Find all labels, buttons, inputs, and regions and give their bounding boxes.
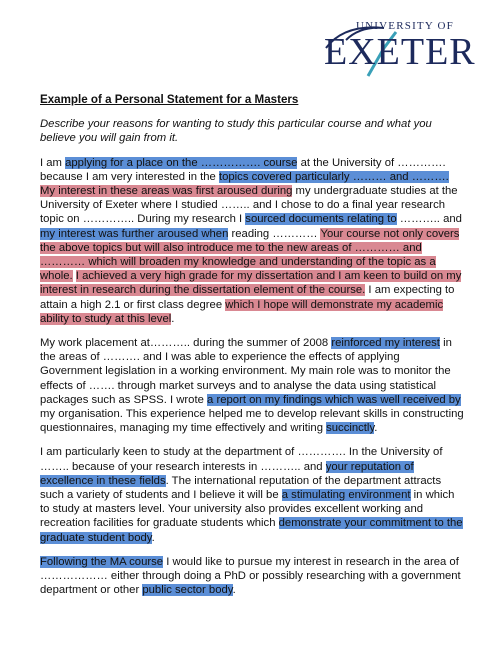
- highlight-pink: which I hope will demonstrate my academic ability to study at this level: [40, 298, 444, 325]
- text-segment: I would like to pursue my interest in research in the area of ……………… either through doing a PhD or possibly researching with a government department or other: [40, 555, 461, 597]
- text-segment: my organisation. This experience helped me to develop relevant skills in constructing questionnaires, managing my time effectively and writing: [40, 408, 464, 435]
- document-body: [40, 93, 464, 608]
- text-segment: I am: [40, 156, 66, 169]
- text-segment: in which to study at masters level. Your university also provides excellent working and recreation facilities for graduate students which: [40, 489, 455, 530]
- highlight-pink: I achieved a very high grade for my dissertation and I am keen to build on my interest in research during the dissertation element of the course.: [40, 270, 462, 297]
- highlight-blue: a report on my findings which was well received by: [207, 393, 461, 406]
- text-segment: .: [232, 584, 236, 597]
- highlight-blue: my interest was further aroused when: [40, 227, 229, 240]
- highlight-blue: applying for a place on the ……………. course: [65, 156, 298, 169]
- paragraph: [40, 555, 464, 598]
- text-segment: I am expecting to attain a high 2.1 or first class degree: [40, 284, 455, 311]
- text-segment: my undergraduate studies at the University of Exeter where I studied …….. and I chose to do a final year research topic on ………….. During my research I: [40, 185, 458, 226]
- text-segment: .: [374, 422, 378, 435]
- statement-paragraphs: [40, 156, 464, 598]
- text-segment: in the areas of ………. and I was able to experience the effects of applying Government legislation in a working environment. My main role was to monitor the effects of ……. through market surveys and to analyse the data using statistical packages such as SPSS. I wrote: [40, 337, 452, 406]
- text-segment: . The international reputation of the department attracts such a variety of students and I believe it will be: [40, 474, 442, 502]
- text-segment: I am particularly keen to study at the department of …………. In the University of …….. because of your research interests in ……….. and: [40, 446, 443, 473]
- highlight-blue: public sector body: [142, 584, 233, 597]
- university-logo: [324, 18, 474, 78]
- text-segment: My work placement at……….. during the summer of 2008: [40, 337, 332, 350]
- highlight-blue: a stimulating environment: [281, 489, 411, 502]
- highlight-blue: Following the MA course: [40, 555, 164, 568]
- paragraph: [40, 156, 464, 326]
- logo-university-of: UNIVERSITY OF: [356, 20, 454, 32]
- highlight-blue: sourced documents relating to: [245, 213, 397, 226]
- text-segment: reading …………: [228, 227, 321, 240]
- highlight-pink: My interest in these areas was first aroused during: [40, 185, 293, 198]
- paragraph: [40, 445, 464, 544]
- highlight-pink: Your course not only covers the above topics but will also introduce me to the new areas of ………… and ………… which will broaden my knowledge and understanding of the topic as a whole.: [40, 227, 460, 283]
- highlight-blue: your reputation of excellence in these fields: [40, 460, 414, 487]
- highlight-blue: topics covered particularly ……… and ……….: [218, 170, 449, 183]
- text-segment: .: [171, 312, 175, 325]
- text-segment: ……….. and: [396, 213, 462, 226]
- prompt-text: Describe your reasons for wanting to study this particular course and what you believe you will gain from it.: [40, 118, 432, 145]
- text-segment: .: [151, 531, 155, 544]
- highlight-blue: succinctly: [326, 422, 375, 435]
- page-title: Example of a Personal Statement for a Masters: [40, 93, 299, 106]
- text-segment: at the University of …………. because I am very interested in the: [40, 156, 446, 183]
- paragraph: [40, 336, 464, 435]
- logo-name: EXETER: [324, 31, 476, 73]
- highlight-blue: demonstrate your commitment to the graduate student body: [40, 517, 463, 544]
- highlight-blue: reinforced my interest: [331, 337, 440, 350]
